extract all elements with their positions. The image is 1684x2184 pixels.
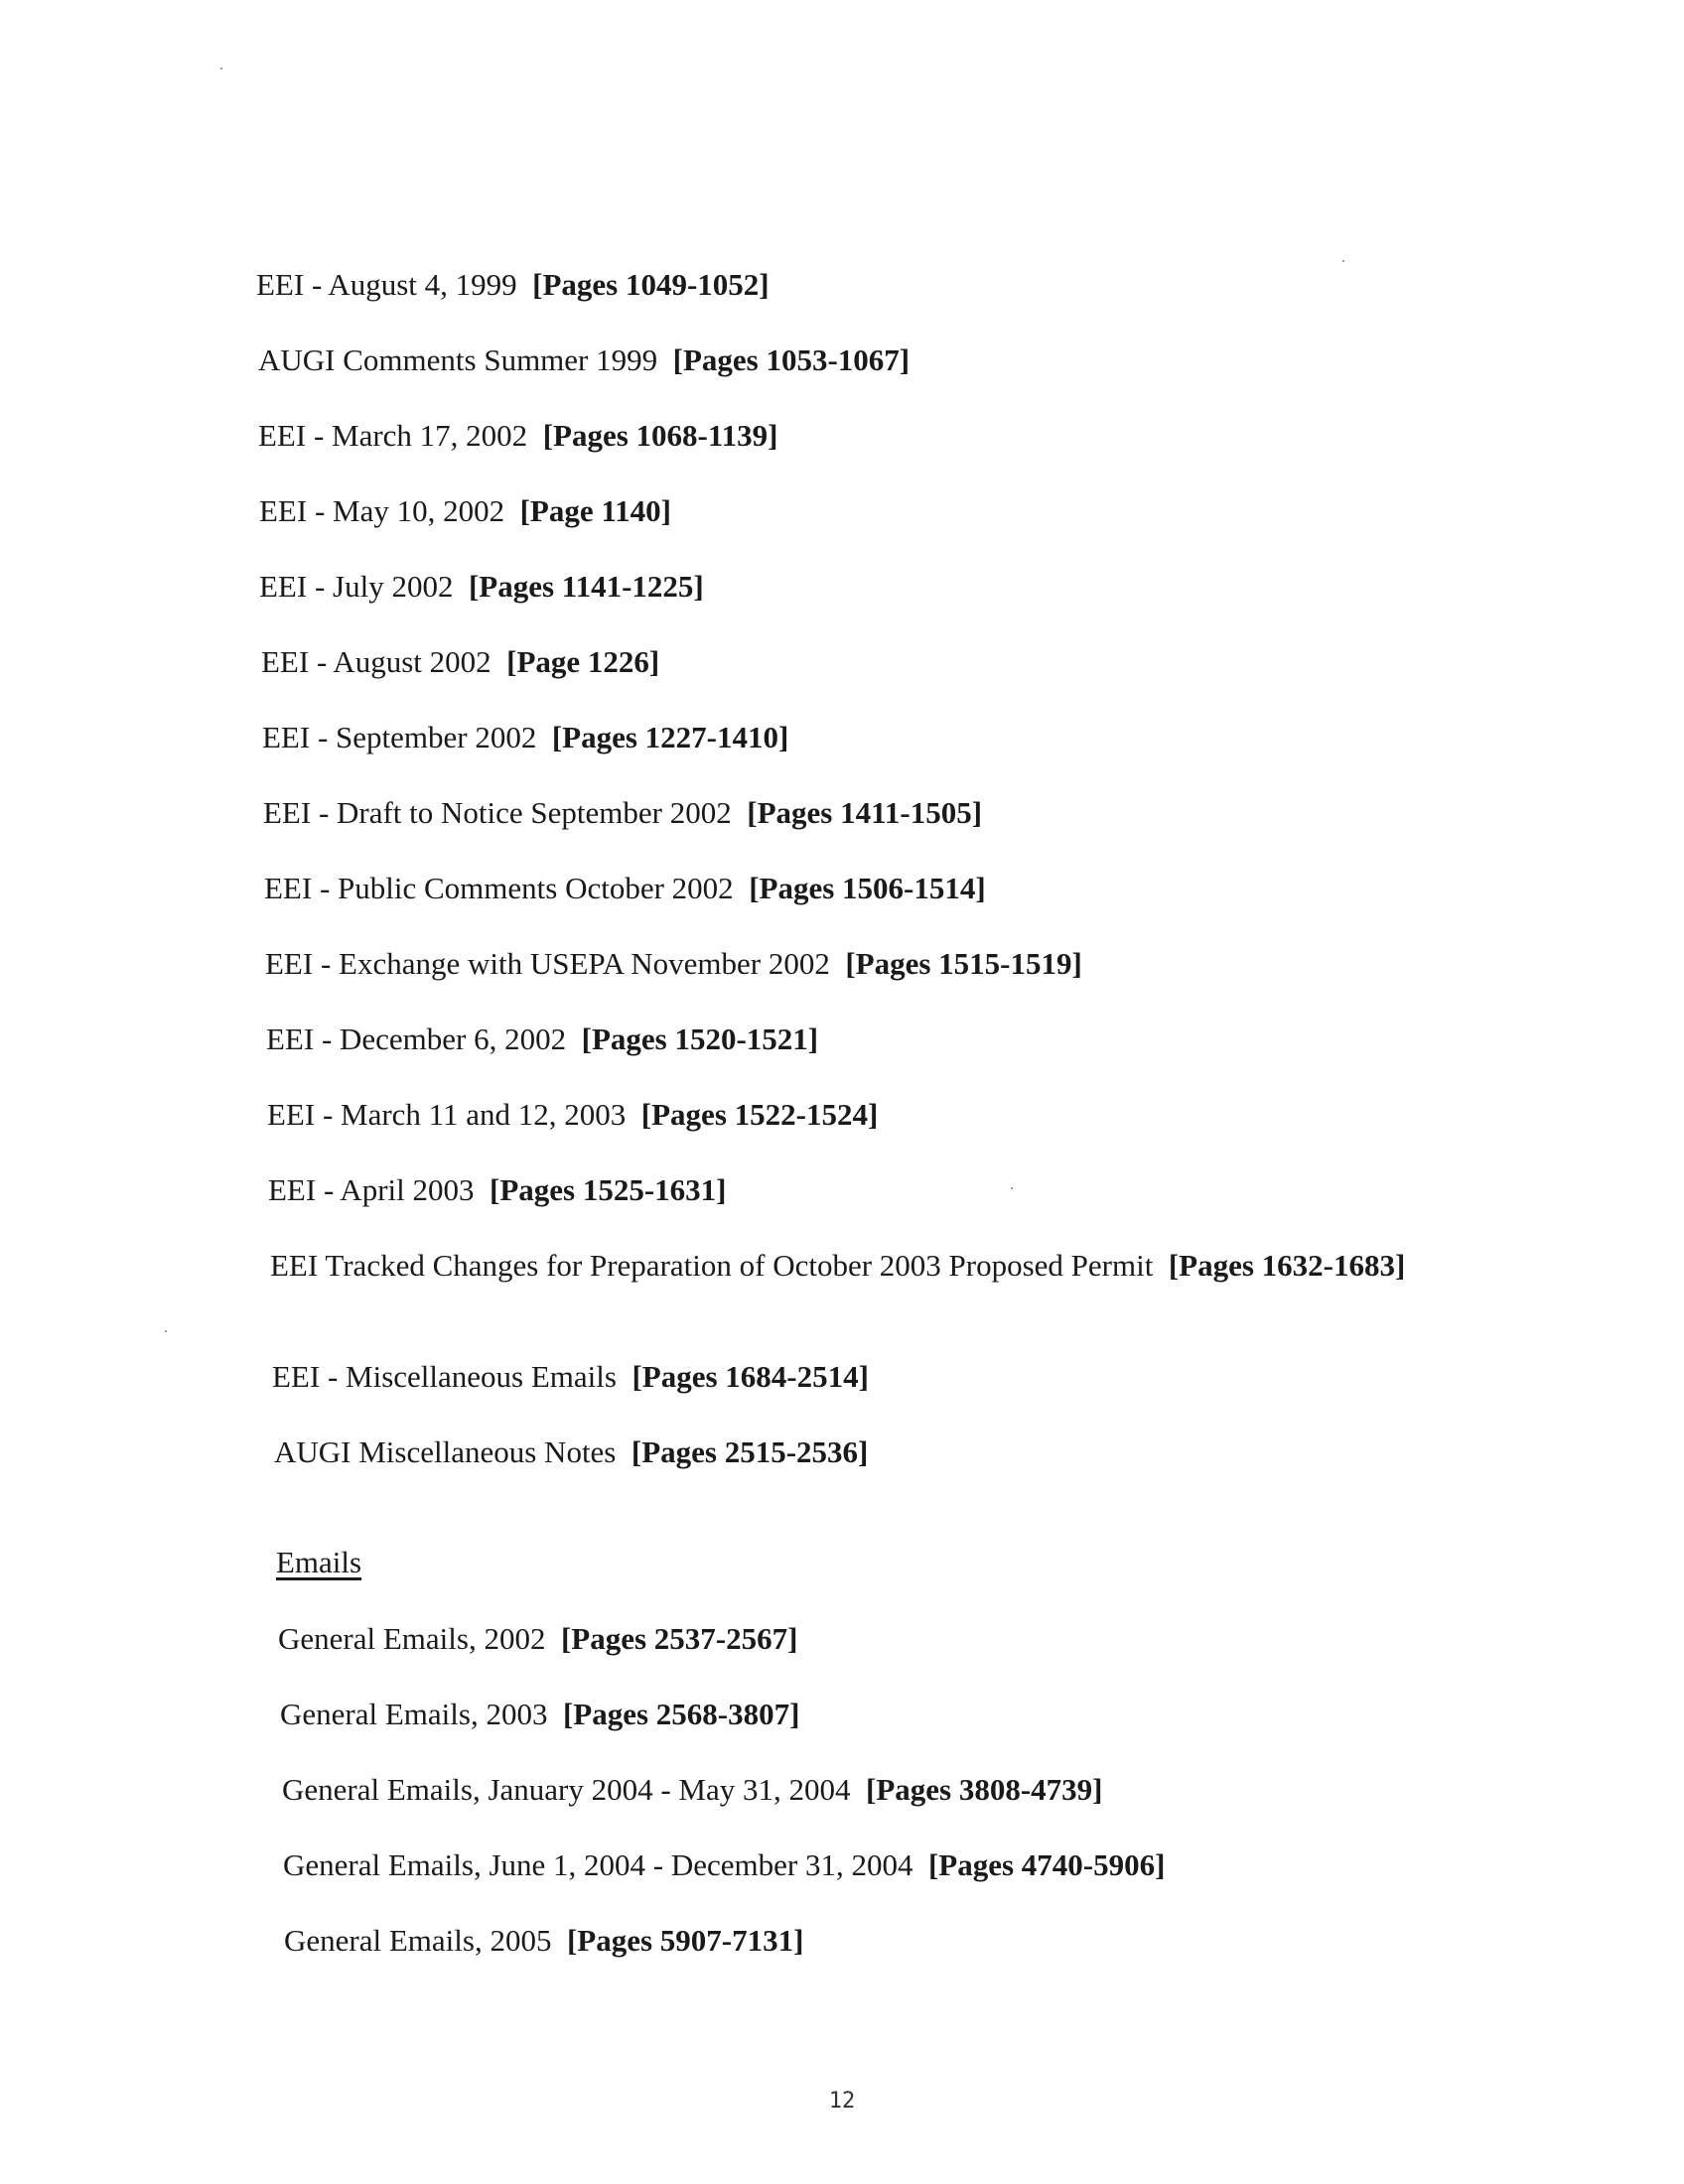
- scan-speck: [220, 68, 222, 69]
- entry-title: AUGI Miscellaneous Notes: [274, 1434, 617, 1469]
- list-item: [266, 1019, 818, 1060]
- page-reference: [Pages 1411-1505]: [747, 795, 983, 830]
- entry-title: EEI - Draft to Notice September 2002: [263, 795, 732, 830]
- list-item: [270, 1245, 1422, 1287]
- page-reference: [Pages 2515-2536]: [631, 1434, 869, 1469]
- list-item: [256, 264, 770, 306]
- list-item: [262, 717, 788, 758]
- list-item: [282, 1769, 1103, 1811]
- page-reference: [Pages 1053-1067]: [672, 342, 911, 377]
- entry-title: EEI - May 10, 2002: [259, 493, 505, 528]
- page-reference: [Pages 1522-1524]: [640, 1097, 879, 1132]
- list-item: [259, 490, 671, 532]
- page-reference: [Pages 5907-7131]: [566, 1923, 804, 1958]
- entry-title: EEI - August 2002: [261, 644, 491, 679]
- list-item: [268, 1169, 726, 1211]
- entry-title: EEI - April 2003: [268, 1172, 475, 1207]
- list-item: [278, 1618, 797, 1660]
- list-item: [258, 340, 910, 381]
- page-reference: [Pages 2568-3807]: [562, 1697, 800, 1731]
- scan-speck: [1342, 260, 1344, 262]
- list-item: [258, 415, 777, 457]
- list-item: [261, 641, 659, 683]
- page-reference: [Pages 1525-1631]: [490, 1172, 727, 1207]
- entry-title: EEI - Exchange with USEPA November 2002: [265, 946, 830, 981]
- page-reference: [Pages 1506-1514]: [749, 871, 986, 905]
- entry-title: General Emails, 2002: [278, 1621, 546, 1656]
- list-item: [283, 1844, 1165, 1886]
- entry-title: EEI - September 2002: [262, 720, 537, 754]
- page-number: 12: [828, 2089, 856, 2114]
- page-reference: [Pages 1141-1225]: [468, 569, 704, 604]
- list-item: [267, 1094, 878, 1136]
- page-reference: [Pages 1515-1519]: [845, 946, 1082, 981]
- list-item: [265, 943, 1082, 985]
- entry-title: General Emails, June 1, 2004 - December 31, 2004: [283, 1847, 913, 1882]
- page-reference: [Pages 1049-1052]: [532, 267, 770, 302]
- entry-title: EEI Tracked Changes for Preparation of October 2003 Proposed Permit: [270, 1248, 1154, 1283]
- page-reference: [Pages 1520-1521]: [581, 1022, 819, 1056]
- entry-title: General Emails, 2003: [280, 1697, 548, 1731]
- list-item: [264, 868, 986, 909]
- page-reference: [Page 1140]: [519, 493, 671, 528]
- list-item: [284, 1920, 803, 1962]
- entry-title: EEI - March 17, 2002: [258, 418, 528, 453]
- entry-title: EEI - Miscellaneous Emails: [272, 1359, 617, 1394]
- page-reference: [Pages 2537-2567]: [560, 1621, 798, 1656]
- list-item: [263, 792, 982, 834]
- entry-title: General Emails, 2005: [284, 1923, 552, 1958]
- scan-speck: [1011, 1187, 1013, 1189]
- page-reference: [Pages 1068-1139]: [542, 418, 778, 453]
- entry-title: EEI - March 11 and 12, 2003: [267, 1097, 627, 1132]
- entry-title: EEI - August 4, 1999: [256, 267, 517, 302]
- scan-speck: [165, 1330, 167, 1332]
- list-item: [272, 1356, 869, 1398]
- page-reference: [Page 1226]: [506, 644, 660, 679]
- page-reference: [Pages 4740-5906]: [927, 1847, 1166, 1882]
- list-item: [280, 1694, 799, 1735]
- page-reference: [Pages 1227-1410]: [551, 720, 789, 754]
- entry-title: EEI - Public Comments October 2002: [264, 871, 734, 905]
- section-heading-emails: Emails: [276, 1545, 362, 1579]
- page-reference: [Pages 1684-2514]: [632, 1359, 869, 1394]
- list-item: [259, 566, 704, 608]
- list-item: [274, 1432, 868, 1473]
- entry-title: General Emails, January 2004 - May 31, 2004: [282, 1772, 851, 1807]
- page-reference: [Pages 3808-4739]: [866, 1772, 1103, 1807]
- entry-title: EEI - December 6, 2002: [266, 1022, 567, 1056]
- page-reference: [Pages 1632-1683]: [1168, 1248, 1406, 1283]
- entry-title: EEI - July 2002: [259, 569, 454, 604]
- entry-title: AUGI Comments Summer 1999: [258, 342, 658, 377]
